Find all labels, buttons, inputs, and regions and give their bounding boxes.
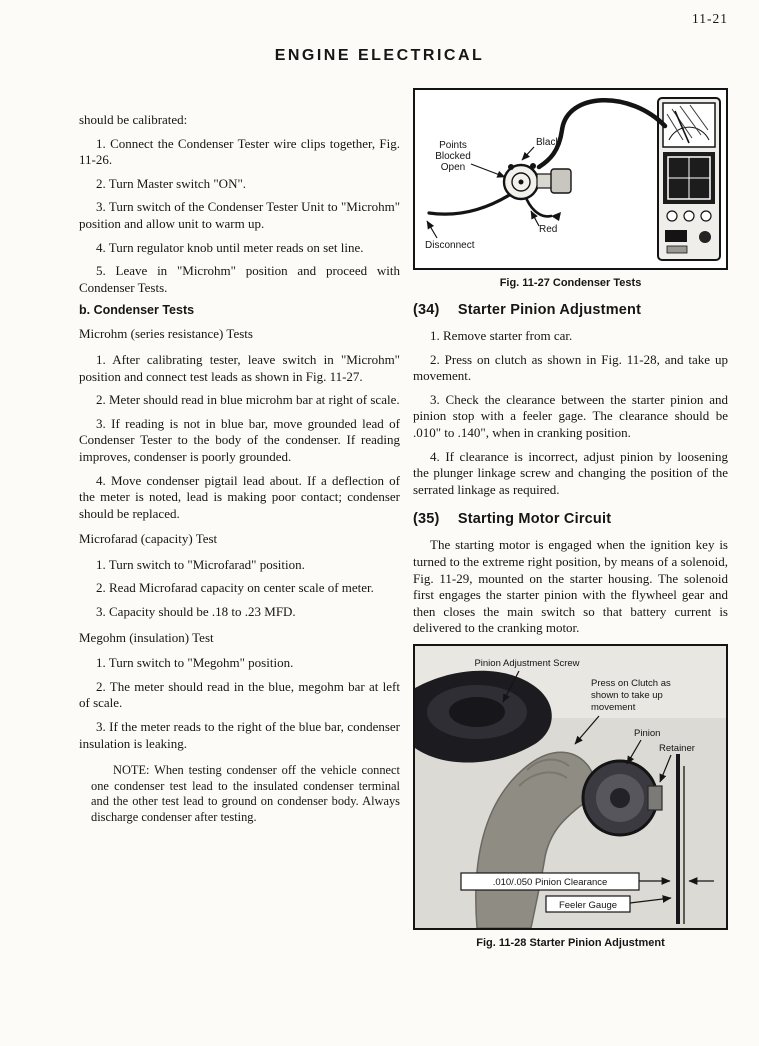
calibration-step: 3. Turn switch of the Condenser Tester Unit to "Microhm" position and allow unit to warm up. (79, 199, 400, 231)
microhm-step: 3. If reading is not in blue bar, move grounded lead of Condenser Tester to the body of the condenser. If reading improves, condenser is poorly grounded. (79, 415, 400, 464)
figure-condenser-tests (413, 88, 728, 270)
page-number: 11-21 (692, 11, 728, 26)
condenser-tests-heading: b. Condenser Tests (79, 303, 195, 318)
section-title: Starting Motor Circuit (457, 511, 612, 528)
pinion-label: Pinion (634, 727, 661, 739)
pinion-clearance-label: .010/.050 Pinion Clearance (492, 876, 608, 888)
retainer-label: Retainer (659, 742, 695, 754)
megohm-step: 2. The meter should read in the blue, megohm bar at left of scale. (79, 678, 400, 711)
section-34-step: 4. If clearance is incorrect, adjust pinion by loosening the plunger linkage screw and changing the position of the serrated linkage as required. (413, 448, 728, 497)
calibration-step: 2. Turn Master switch "ON". (96, 175, 247, 191)
figure-callouts (425, 137, 561, 251)
figure-11-28-caption: Fig. 11-28 Starter Pinion Adjustment (476, 936, 665, 949)
feeler-gauge-label: Feeler Gauge (558, 899, 618, 911)
disconnect-label: Disconnect (425, 240, 475, 251)
microfarad-step: 1. Turn switch to "Microfarad" position. (96, 556, 305, 572)
microhm-test-heading: Microhm (series resistance) Tests (79, 326, 253, 342)
section-35-heading (413, 511, 728, 527)
callout-arrow (471, 164, 505, 177)
section-34-step: 3. Check the clearance between the starter pinion and pinion stop with a feeler gage. The clearance should be .010" to .140", when in cranking position. (413, 391, 728, 440)
black-lead-label: Black (536, 137, 561, 148)
section-title: Starter Pinion Adjustment (457, 302, 642, 318)
calibration-step: 4. Turn regulator knob until meter reads on set line. (96, 239, 364, 255)
right-column (413, 88, 728, 955)
two-column-layout (79, 88, 728, 955)
microhm-step: 4. Move condenser pigtail lead about. If a deflection of the meter is noted, lead is making poor contact; condenser should be replaced. (79, 472, 400, 521)
figure-11-27-caption: Fig. 11-27 Condenser Tests (499, 277, 642, 289)
megohm-step: 3. If the meter reads to the right of the blue bar, condenser insulation is leaking. (79, 719, 400, 751)
microfarad-test-heading: Microfarad (capacity) Test (79, 531, 218, 547)
points-blocked-open-label: Points (439, 140, 467, 151)
pinion-adjustment-screw-label: Pinion Adjustment Screw (474, 657, 580, 669)
section-34-step: 2. Press on clutch as shown in Fig. 11-28, and take up movement. (413, 351, 728, 384)
red-lead-label: Red (539, 224, 558, 235)
microfarad-step: 2. Read Microfarad capacity on center scale of meter. (96, 580, 374, 596)
note-text: NOTE: When testing condenser off the vehicle connect one condenser test lead to the insulated condenser terminal and the other test lead to ground on condenser body. Always discharge condenser after testing. (91, 763, 400, 824)
condenser-tests-illustration (415, 90, 726, 268)
section-number: (34) (413, 302, 440, 318)
section-35-paragraph: The starting motor is engaged when the ignition key is turned to the extreme right position, by means of a solenoid, Fig. 11-29, mounted on the starter housing. The solenoid first engages the starter pinion with the flywheel gear and then closes the main switch so that battery current is delivered to the cranking motor. (413, 537, 728, 636)
intro-text: should be calibrated: (79, 112, 188, 127)
press-on-clutch-label: movement (591, 701, 636, 713)
points-blocked-open-label: Open (440, 162, 466, 173)
left-column (79, 88, 400, 955)
figure-starter-pinion (413, 644, 728, 930)
points-blocked-open-label: Blocked (435, 151, 471, 162)
section-34-step: 1. Remove starter from car. (430, 328, 573, 343)
callout-arrow (522, 147, 534, 160)
starter-pinion-photo-illustration (415, 646, 726, 928)
calibration-step: 5. Leave in "Microhm" position and proceed with Condenser Tests. (79, 263, 400, 295)
section-number: (35) (413, 511, 440, 528)
press-on-clutch-label: shown to take up (591, 689, 663, 701)
section-34-heading (413, 302, 728, 318)
tester-unit-drawing (658, 98, 720, 260)
callout-arrow (427, 221, 437, 238)
microhm-step: 2. Meter should read in blue microhm bar at right of scale. (96, 392, 400, 408)
calibration-step: 1. Connect the Condenser Tester wire clips together, Fig. 11-26. (79, 135, 400, 168)
microhm-step: 1. After calibrating tester, leave switch in "Microhm" position and connect test leads as shown in Fig. 11-27. (79, 351, 400, 384)
microfarad-step: 3. Capacity should be .18 to .23 MFD. (96, 604, 296, 620)
press-on-clutch-label: Press on Clutch as (591, 677, 671, 689)
megohm-step: 1. Turn switch to "Megohm" position. (96, 655, 294, 671)
page-title: ENGINE ELECTRICAL (274, 47, 485, 64)
megohm-test-heading: Megohm (insulation) Test (79, 629, 214, 645)
